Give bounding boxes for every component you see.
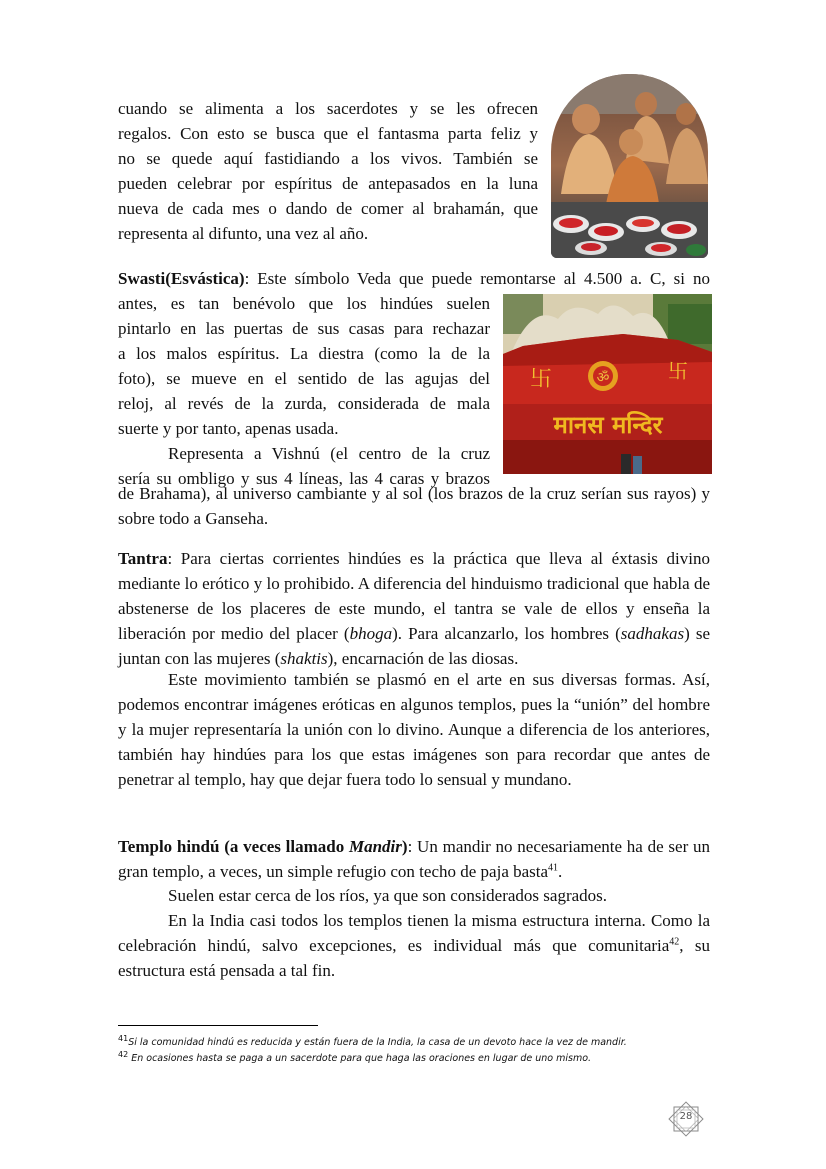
priests-offering-photo <box>551 74 708 258</box>
footnote-ref[interactable]: 41 <box>548 862 559 874</box>
text-line: representa al difunto, una vez al año. <box>118 224 369 243</box>
text-line: regalos. Con esto se busca que el fantasma parta feliz y <box>118 124 538 143</box>
footnote-41 <box>118 1035 718 1050</box>
text-span: ) se juntan con las mujeres ( <box>118 624 710 668</box>
text-line: cuando se alimenta a los sacerdotes y se les ofrecen <box>118 99 538 118</box>
paragraph-swasti-cont: de Brahama), al universo cambiante y al sol (los brazos de la cruz serían sus rayos) y sobre todo a Ganseha. <box>118 484 710 528</box>
text-span: : Para ciertas corrientes hindúes es la práctica que lleva al éxtasis divino mediante lo erótico y lo prohibido. A diferencia del hinduismo tradicional que habla de abstenerse de los placeres de este mundo, el tantra se vale de ellos y enseña la liberación por medio del placer ( <box>118 549 710 643</box>
text-line: pintarlo en las puertas de sus casas para rechazar <box>118 319 490 338</box>
text-line: antes, es tan benévolo que los hindúes suelen <box>118 294 490 313</box>
footnote-ref[interactable]: 42 <box>669 936 680 948</box>
text-line: reloj, al revés de la zurda, considerada de mala <box>118 394 490 413</box>
footnote-separator <box>118 1025 318 1026</box>
page-number-badge <box>664 1097 708 1141</box>
paragraph-swasti <box>118 291 490 491</box>
italic-term: shaktis <box>280 649 328 668</box>
paragraph-tantra <box>118 546 710 671</box>
text-span: : Este símbolo Veda que puede remontarse al 4.500 a. C, si no <box>244 269 710 288</box>
text-span: ). Para alcanzarlo, los hombres ( <box>392 624 621 643</box>
italic-term: sadhakas <box>620 624 685 643</box>
text-line: pueden celebrar por espíritus de antepasados en la luna <box>118 174 538 193</box>
text-span: En la India casi todos los templos tienen la misma estructura interna. Como la celebración hindú, salvo excepciones, es individual más que comunitaria <box>118 911 710 955</box>
paragraph-tantra-2: Este movimiento también se plasmó en el arte en sus diversas formas. Así, podemos encontrar imágenes eróticas en algunos templos, pues la “unión” del hombre y la mujer representaría la unión con lo divino. Aunque a diferencia de los anteriores, también hay hindúes para los que estas imágenes son para recordar que antes de penetrar al templo, hay que dejar fuera todo lo sensual y mundano. <box>118 670 710 789</box>
footnote-number: 42 <box>118 1049 129 1059</box>
svg-text:卐: 卐 <box>529 367 553 392</box>
text-span: Templo hindú (a veces llamado <box>118 837 349 856</box>
term-tantra: Tantra <box>118 549 168 568</box>
text-span: . <box>558 862 563 881</box>
svg-text:卐: 卐 <box>668 359 688 383</box>
text-line: nueva de cada mes o dando de comer al brahamán, que <box>118 199 538 218</box>
text-span: ) <box>401 837 408 856</box>
swasti-heading-line <box>118 266 710 291</box>
text-line: sería su ombligo y sus 4 líneas, las 4 caras y brazos <box>118 469 490 488</box>
text-span: , su estructura está pensada a tal fin. <box>118 936 710 980</box>
footnote-text: En ocasiones hasta se paga a un sacerdote para que haga las oraciones en lugar de uno mismo. <box>128 1053 592 1064</box>
text-span: ), encarnación de las diosas. <box>327 649 519 668</box>
text-line: Representa a Vishnú (el centro de la cruz <box>168 444 490 463</box>
red-temple-swastika-photo <box>503 294 712 474</box>
text-span: : Un mandir no necesariamente ha de ser un gran templo, a veces, un simple refugio con techo de paja basta <box>118 837 710 881</box>
text-line: suerte y por tanto, apenas usada. <box>118 419 339 438</box>
text-line: foto), se mueve en el sentido de las agujas del <box>118 369 490 388</box>
term-templo <box>118 837 408 856</box>
paragraph-templo <box>118 834 710 884</box>
footnote-text: Si la comunidad hindú es reducida y están fuera de la India, la casa de un devoto hace la vez de mandir. <box>128 1037 627 1048</box>
text-line: no se quede aquí fastidiando a los vivos. También se <box>118 149 538 168</box>
term-swasti: Swasti(Esvástica) <box>118 269 245 288</box>
italic-term: bhoga <box>349 624 393 643</box>
footnote-42 <box>118 1051 718 1066</box>
page-number: 28 <box>679 1111 693 1122</box>
text-line: a los malos espíritus. La diestra (como la de la <box>118 344 490 363</box>
footnote-number: 41 <box>118 1033 129 1043</box>
paragraph-templo-2: Suelen estar cerca de los ríos, ya que son considerados sagrados. <box>168 886 608 905</box>
temple-sign-text: मानस मन्दिर <box>553 411 663 439</box>
svg-text:ॐ: ॐ <box>596 370 610 386</box>
paragraph-templo-3 <box>118 908 710 983</box>
paragraph-shraddha <box>118 96 538 246</box>
italic-term: Mandir <box>348 837 402 856</box>
